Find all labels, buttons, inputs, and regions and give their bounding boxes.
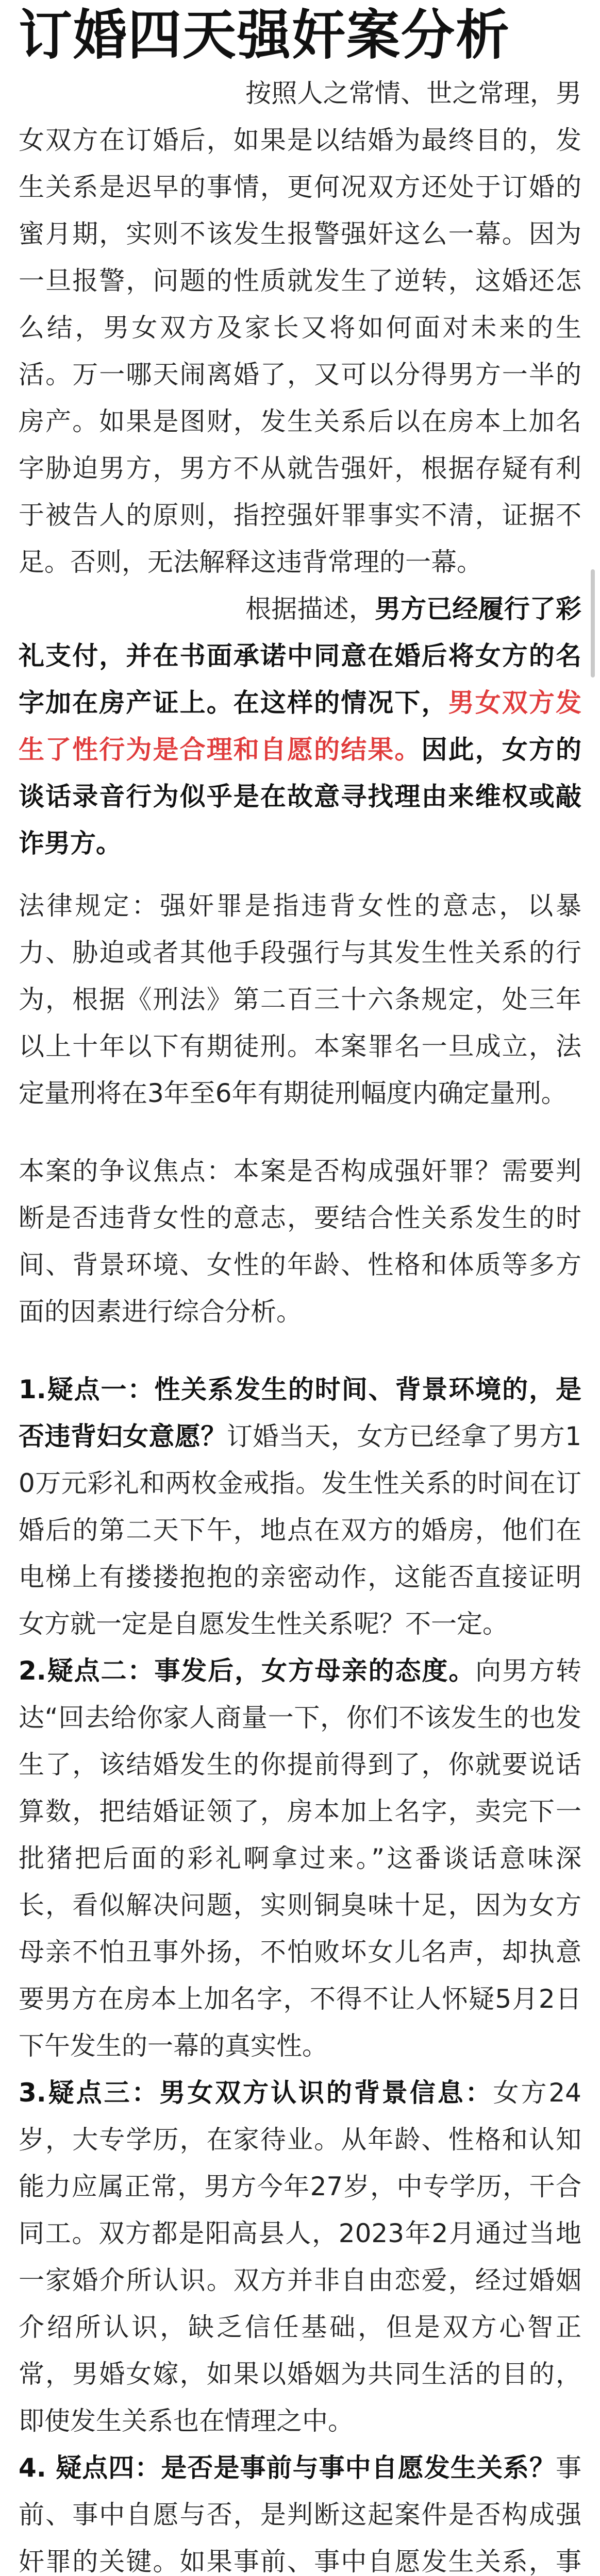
point-3-head: 3.疑点三：男女双方认识的背景信息：	[19, 2078, 493, 2108]
point-1-head: 1.疑点一：性关系发生的时间、背景环境的，是否违背妇女意愿？	[19, 1375, 581, 1451]
point-2-head: 2.疑点二：事发后，女方母亲的态度。	[19, 1656, 476, 1686]
point-1-body: 订婚当天，女方已经拿了男方10万元彩礼和两枚金戒指。发生性关系的时间在订婚后的第二天下午，地点在双方的婚房，他们在电梯上有搂搂抱抱的亲密动作，这能否直接证明女方就一定是自愿发生性关系呢？不一定。	[19, 1421, 582, 1639]
scroll-indicator[interactable]	[591, 569, 595, 677]
point-4	[19, 2445, 581, 2576]
point-1	[19, 1366, 581, 1648]
article-title: 订婚四天强奸案分析	[19, 4, 511, 66]
spacer	[19, 1335, 581, 1366]
focus-paragraph: 本案的争议焦点：本案是否构成强奸罪？需要判断是否违背女性的意志，要结合性关系发生的时间、背景环境、女性的年龄、性格和体质等多方面的因素进行综合分析。	[19, 1156, 581, 1327]
intro-text: 按照人之常情、世之常理，男女双方在订婚后，如果是以结婚为最终目的，发生关系是迟早的事情，更何况双方还处于订婚的蜜月期，实则不该发生报警强奸这么一幕。因为一旦报警，问题的性质就发生了逆转，这婚还怎么结，男女双方及家长又将如何面对未来的生活。万一哪天闹离婚了，又可以分得男方一半的房产。如果是图财，发生关系后以在房本上加名字胁迫男方，男方不从就告强奸，根据存疑有利于被告人的原则，指控强奸罪事实不清，证据不足。否则，无法解释这违背常理的一幕。	[19, 78, 581, 577]
description-paragraph	[19, 586, 581, 867]
point-3	[19, 2070, 581, 2445]
point-4-head: 4. 疑点四：是否是事前与事中自愿发生关系？	[19, 2453, 556, 2483]
description-lead: 根据描述，	[245, 594, 375, 624]
point-4-body: 事前、事中自愿与否，是判断这起案件是否构成强奸罪的关键。如果事前、事中自愿发生关系，事	[19, 2453, 581, 2576]
spacer	[19, 867, 581, 883]
legal-paragraph: 法律规定：强奸罪是指违背女性的意志，以暴力、胁迫或者其他手段强行与其发生性关系的行为，根据《刑法》第二百三十六条规定，处三年以上十年以下有期徒刑。本案罪名一旦成立，法定量刑将在3年至6年有期徒刑幅度内确定量刑。	[19, 891, 581, 1108]
intro-paragraph	[19, 70, 581, 586]
point-2-body: 向男方转达“回去给你家人商量一下，你们不该发生的也发生了，该结婚发生的你提前得到了，你就要说话算数，把结婚证领了，房本加上名字，卖完下一批猪把后面的彩礼啊拿过来。”这番谈话意味深长，看似解决问题，实则铜臭味十足，因为女方母亲不怕丑事外扬，不怕败坏女儿名声，却执意要男方在房本上加名字，不得不让人怀疑5月2日下午发生的一幕的真实性。	[19, 1656, 581, 2061]
point-3-body: 女方24岁，大专学历，在家待业。从年龄、性格和认知能力应属正常，男方今年27岁，中专学历，干合同工。双方都是阳高县人，2023年2月通过当地一家婚介所认识。双方并非自由恋爱，经过婚姻介绍所认识，缺乏信任基础，但是双方心智正常，男婚女嫁，如果以婚姻为共同生活的目的，即使发生关系也在情理之中。	[19, 2078, 581, 2436]
description-highlight: 男女双方发生了性行为是合理和自愿的结果。	[19, 688, 582, 765]
point-2	[19, 1648, 581, 2070]
spacer	[19, 1117, 581, 1148]
description-bold: 男方已经履行了彩礼支付，并在书面承诺中同意在婚后将女方的名字加在房产证上。在这样的情况下，	[19, 594, 582, 718]
description-tail: 因此，女方的谈话录音行为似乎是在故意寻找理由来维权或敲诈男方。	[19, 735, 581, 858]
